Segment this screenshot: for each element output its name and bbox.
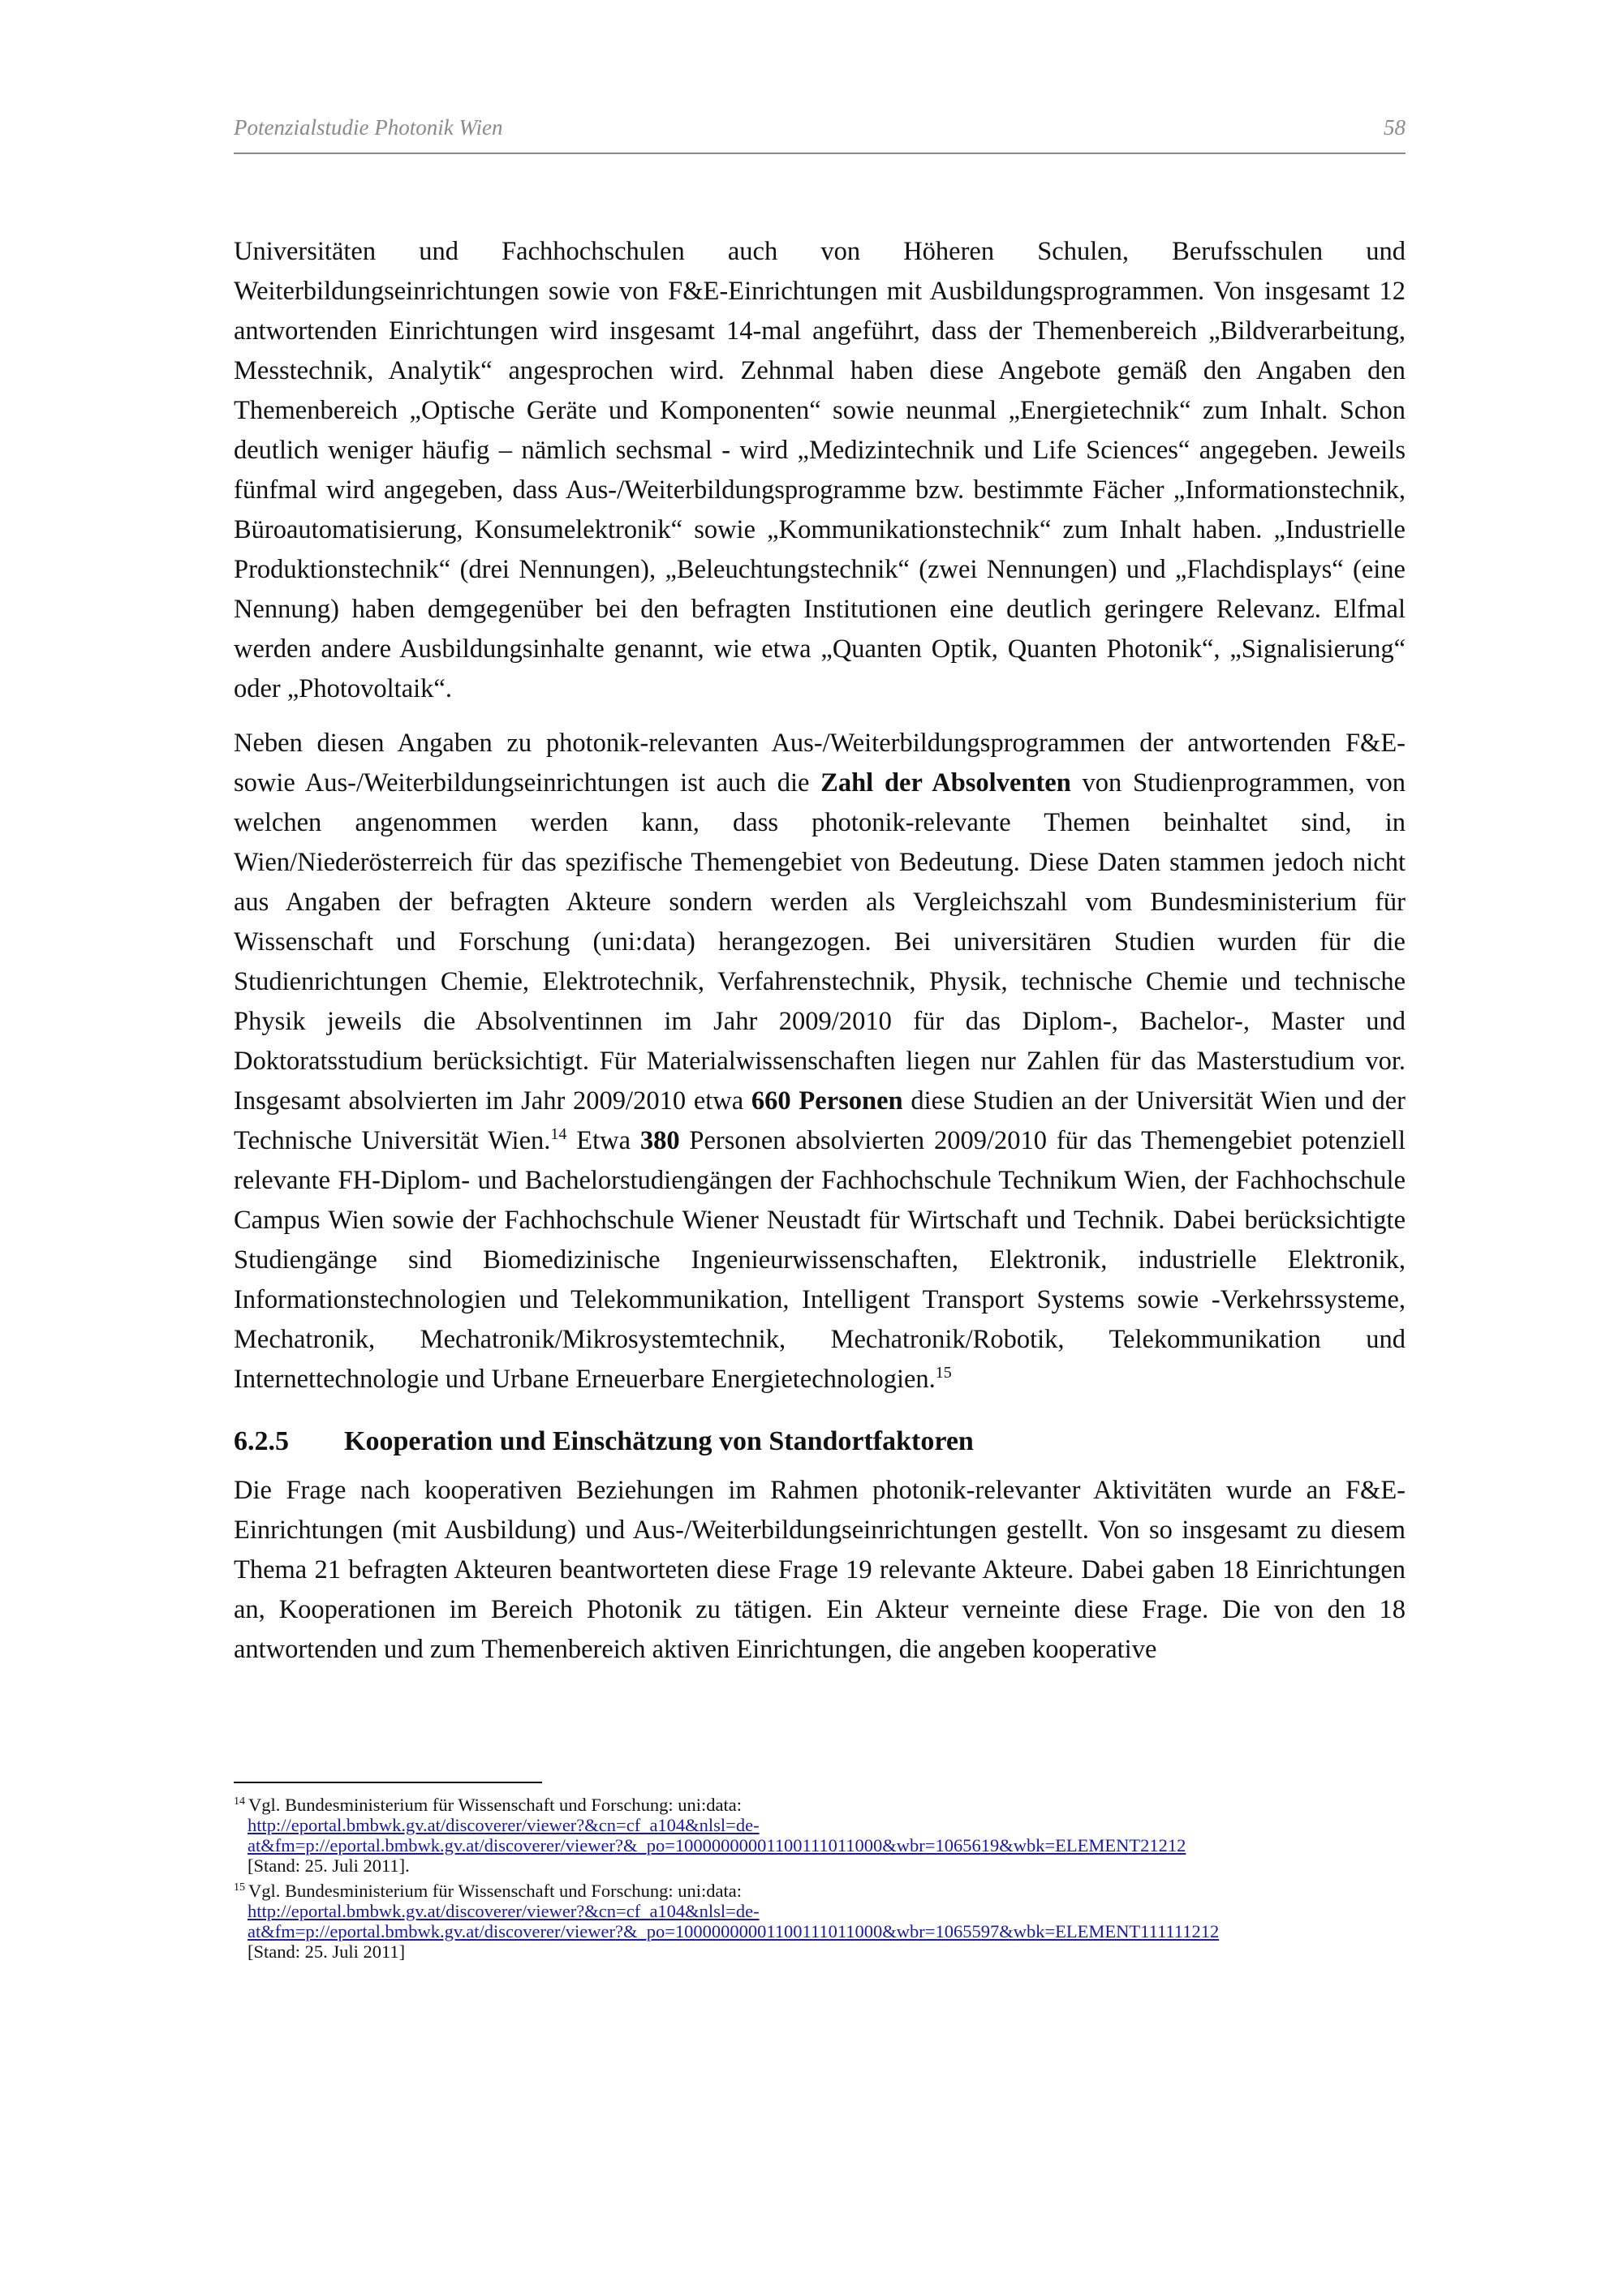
footnote-text: Vgl. Bundesministerium für Wissenschaft und Forschung: uni:data: xyxy=(248,1881,742,1901)
text-run: Neben diesen Angaben zu photonik-relevanten Aus-/Weiterbildungsprogrammen der antwortenden F&E- sowie Aus-/Weiterbildungseinrichtungen ist auch die xyxy=(234,729,1406,798)
footnote-14 xyxy=(234,1795,1406,1876)
footnote-separator xyxy=(234,1782,542,1783)
footnote-line xyxy=(234,1901,1406,1921)
footnote-line xyxy=(234,1795,1406,1815)
section-number: 6.2.5 xyxy=(234,1426,289,1456)
page-number: 58 xyxy=(1384,115,1406,140)
footnote-line xyxy=(234,1815,1406,1835)
footnote-line xyxy=(234,1881,1406,1901)
footnote-stand: [Stand: 25. Juli 2011]. xyxy=(248,1855,410,1876)
text-run: Personen absolvierten 2009/2010 für das Themengebiet potenziell relevante FH-Diplom- und Bachelorstudiengängen der Fachhochschule Technikum Wien, der Fachhochschule Campus Wien sowie der Fachhochschule Wiener Neustadt für Wirtschaft und Technik. Dabei berücksichtigte Studiengänge sind Biomedizinische Ingenieurwissenschaften, Elektronik, industrielle Elektronik, Informationstechnologien und Telekommunikation, Intelligent Transport Systems sowie -Verkehrssysteme, Mechatronik, Mechatronik/Mikrosystemtechnik, Mechatronik/Robotik, Telekommunikation und Internettechnologie und Urbane Erneuerbare Energietechnologien. xyxy=(234,1126,1406,1394)
footnote-link[interactable]: http://eportal.bmbwk.gv.at/discoverer/viewer?&cn=cf_a104&nlsl=de- xyxy=(248,1901,760,1921)
text-run: diese Studien an der Universität Wien und der Technische Universität Wien. xyxy=(234,1086,1406,1155)
footnote-mark: 14 xyxy=(234,1795,245,1808)
footnote-ref-15[interactable]: 15 xyxy=(935,1364,952,1382)
paragraph-cooperation: Die Frage nach kooperativen Beziehungen im Rahmen photonik-relevanter Aktivitäten wurde an F&E-Einrichtungen (mit Ausbildung) und Aus-/Weiterbildungseinrichtungen gestellt. Von so insgesamt zu diesem Thema 21 befragten Akteuren beantworteten diese Frage 19 relevante Akteure. Dabei gaben 18 Einrichtungen an, Kooperationen im Bereich Photonik zu tätigen. Ein Akteur verneinte diese Frage. Die von den 18 antwortenden und zum Themenbereich aktiven Einrichtungen, die angeben kooperative xyxy=(234,1476,1406,1664)
footnotes xyxy=(234,1795,1406,1967)
page-header xyxy=(234,114,1406,154)
text-run: Etwa xyxy=(566,1126,640,1155)
paragraph-graduates xyxy=(234,724,1406,1400)
footnote-mark: 15 xyxy=(234,1881,245,1894)
bold-count-university: 660 Personen xyxy=(751,1086,903,1116)
footnote-link[interactable]: http://eportal.bmbwk.gv.at/discoverer/viewer?&cn=cf_a104&nlsl=de- xyxy=(248,1815,760,1835)
footnote-link[interactable]: at&fm=p://eportal.bmbwk.gv.at/discoverer/viewer?&_po=10000000001100111011000&wbr=1065597&wbk=ELEMENT111111212 xyxy=(248,1921,1220,1941)
footnote-ref-14[interactable]: 14 xyxy=(550,1125,567,1144)
bold-term-graduates: Zahl der Absolventen xyxy=(820,768,1071,798)
footnote-line xyxy=(234,1921,1406,1941)
footnote-15 xyxy=(234,1881,1406,1962)
main-content xyxy=(234,232,1406,1684)
section-heading xyxy=(234,1421,1406,1463)
paragraph-programme-topics: Universitäten und Fachhochschulen auch von Höheren Schulen, Berufsschulen und Weiterbildungseinrichtungen sowie von F&E-Einrichtungen mit Ausbildungsprogrammen. Von insgesamt 12 antwortenden Einrichtungen wird insgesamt 14-mal angeführt, dass der Themenbereich „Bildverarbeitung, Messtechnik, Analytik“ angesprochen wird. Zehnmal haben diese Angebote gemäß den Angaben den Themenbereich „Optische Geräte und Komponenten“ sowie neunmal „Energietechnik“ zum Inhalt. Schon deutlich weniger häufig – nämlich sechsmal - wird „Medizintechnik und Life Sciences“ angegeben. Jeweils fünfmal wird angegeben, dass Aus-/Weiterbildungsprogramme bzw. bestimmte Fächer „Informationstechnik, Büroautomatisierung, Konsumelektronik“ sowie „Kommunikationstechnik“ zum Inhalt haben. „Industrielle Produktionstechnik“ (drei Nennungen), „Beleuchtungstechnik“ (zwei Nennungen) und „Flachdisplays“ (eine Nennung) haben demgegenüber bei den befragten Institutionen eine deutlich geringere Relevanz. Elfmal werden andere Ausbildungsinhalte genannt, wie etwa „Quanten Optik, Quanten Photonik“, „Signalisierung“ oder „Photovoltaik“. xyxy=(234,237,1406,703)
footnote-stand: [Stand: 25. Juli 2011] xyxy=(248,1941,406,1962)
running-title: Potenzialstudie Photonik Wien xyxy=(234,115,503,140)
footnote-text: Vgl. Bundesministerium für Wissenschaft und Forschung: uni:data: xyxy=(248,1795,742,1815)
footnote-line xyxy=(234,1835,1406,1855)
bold-count-fh: 380 xyxy=(639,1126,680,1155)
section-title: Kooperation und Einschätzung von Standortfaktoren xyxy=(344,1426,974,1456)
footnote-link[interactable]: at&fm=p://eportal.bmbwk.gv.at/discoverer/viewer?&_po=10000000001100111011000&wbr=1065619&wbk=ELEMENT21212 xyxy=(248,1835,1186,1855)
text-run: von Studienprogrammen, von welchen angenommen werden kann, dass photonik-relevante Themen beinhaltet sind, in Wien/Niederösterreich für das spezifische Themengebiet von Bedeutung. Diese Daten stammen jedoch nicht aus Angaben der befragten Akteure sondern werden als Vergleichszahl vom Bundesministerium für Wissenschaft und Forschung (uni:data) herangezogen. Bei universitären Studien wurden für die Studienrichtungen Chemie, Elektrotechnik, Verfahrenstechnik, Physik, technische Chemie und technische Physik jeweils die Absolventinnen im Jahr 2009/2010 für das Diplom-, Bachelor-, Master und Doktoratsstudium berücksichtigt. Für Materialwissenschaften liegen nur Zahlen für das Masterstudium vor. Insgesamt absolvierten im Jahr 2009/2010 etwa xyxy=(234,768,1406,1116)
